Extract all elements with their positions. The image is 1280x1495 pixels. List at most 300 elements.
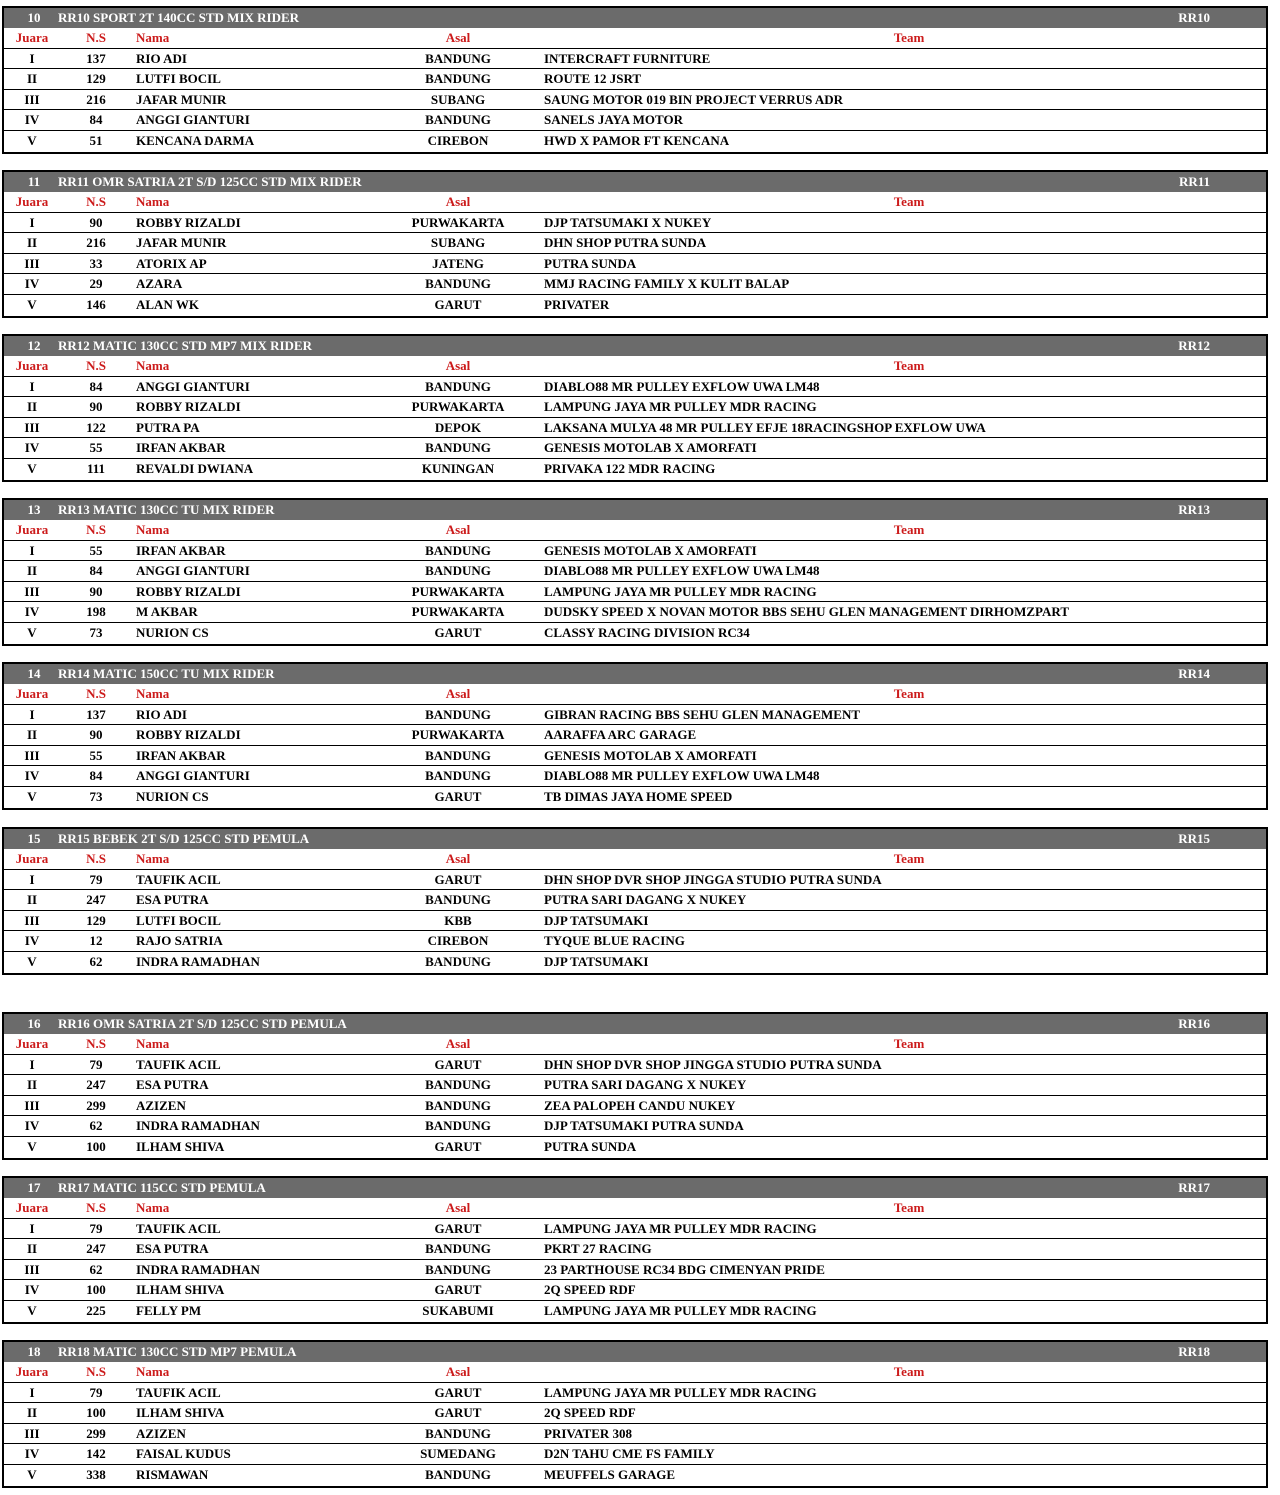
cell-juara: V [27, 460, 37, 476]
cell-asal: BANDUNG [425, 1077, 491, 1093]
column-header-ns: N.S [86, 358, 106, 373]
column-header-juara: Juara [15, 358, 49, 373]
cell-ns: 55 [89, 747, 103, 763]
cell-nama: ANGGI GIANTURI [136, 563, 250, 579]
cell-team: PUTRA SUNDA [544, 255, 637, 271]
cell-asal: GARUT [434, 1220, 482, 1236]
cell-juara: I [29, 706, 35, 722]
class-code: RR14 [1178, 666, 1210, 681]
cell-ns: 62 [89, 1118, 103, 1134]
table-row [4, 623, 1266, 644]
column-header-nama: Nama [136, 1036, 170, 1051]
cell-asal: SUBANG [430, 235, 486, 251]
cell-juara: III [24, 583, 40, 599]
cell-asal: KUNINGAN [421, 460, 495, 476]
cell-team: LAMPUNG JAYA MR PULLEY MDR RACING [544, 1220, 817, 1236]
table-row [4, 90, 1266, 111]
cell-juara: II [26, 1405, 38, 1421]
class-code: RR17 [1178, 1180, 1210, 1195]
cell-ns: 146 [86, 296, 106, 312]
cell-team: TYQUE BLUE RACING [544, 933, 685, 949]
cell-ns: 299 [86, 1425, 106, 1441]
cell-asal: GARUT [434, 788, 482, 804]
class-header [4, 500, 1266, 520]
cell-nama: IRFAN AKBAR [136, 747, 226, 763]
cell-nama: ROBBY RIZALDI [136, 214, 241, 230]
cell-team: D2N TAHU CME FS FAMILY [544, 1446, 715, 1462]
class-code: RR15 [1178, 831, 1210, 846]
column-header-team: Team [893, 686, 925, 701]
table-row [4, 274, 1266, 295]
cell-asal: GARUT [434, 1405, 482, 1421]
column-header-row [4, 684, 1266, 705]
cell-juara: III [24, 255, 40, 271]
class-code: RR13 [1178, 502, 1210, 517]
cell-team: DHN SHOP DVR SHOP JINGGA STUDIO PUTRA SUNDA [544, 1056, 882, 1072]
cell-nama: M AKBAR [136, 604, 198, 620]
cell-team: DIABLO88 MR PULLEY EXFLOW UWA LM48 [544, 378, 820, 394]
table-row [4, 295, 1266, 316]
cell-team: LAMPUNG JAYA MR PULLEY MDR RACING [544, 1384, 817, 1400]
cell-team: PUTRA SARI DAGANG X NUKEY [544, 1077, 747, 1093]
cell-ns: 100 [86, 1138, 106, 1154]
cell-juara: II [26, 399, 38, 415]
cell-juara: V [27, 1302, 37, 1318]
cell-asal: BANDUNG [425, 112, 491, 128]
cell-asal: PURWAKARTA [411, 727, 505, 743]
cell-nama: RAJO SATRIA [136, 933, 223, 949]
column-header-ns: N.S [86, 30, 106, 45]
cell-team: DHN SHOP DVR SHOP JINGGA STUDIO PUTRA SUNDA [544, 871, 882, 887]
cell-nama: FAISAL KUDUS [136, 1446, 231, 1462]
cell-juara: II [26, 235, 38, 251]
cell-juara: I [29, 214, 35, 230]
cell-nama: TAUFIK ACIL [136, 1384, 221, 1400]
column-header-team: Team [893, 1364, 925, 1379]
cell-juara: V [27, 132, 37, 148]
cell-team: PRIVATER [544, 296, 610, 312]
cell-juara: III [24, 1097, 40, 1113]
cell-nama: NURION CS [136, 788, 209, 804]
cell-nama: LUTFI BOCIL [136, 912, 221, 928]
column-header-ns: N.S [86, 194, 106, 209]
cell-juara: V [27, 1138, 37, 1154]
table-row [4, 1075, 1266, 1096]
table-row [4, 725, 1266, 746]
column-header-team: Team [893, 851, 925, 866]
table-row [4, 131, 1266, 152]
cell-nama: PUTRA PA [136, 419, 200, 435]
cell-ns: 79 [89, 871, 103, 887]
class-header [4, 8, 1266, 28]
cell-juara: IV [24, 1446, 40, 1462]
cell-juara: II [26, 71, 38, 87]
cell-team: MEUFFELS GARAGE [544, 1466, 676, 1482]
cell-team: DUDSKY SPEED X NOVAN MOTOR BBS SEHU GLEN MANAGEMENT DIRHOMZPART [544, 604, 1070, 620]
class-title: RR11 OMR SATRIA 2T S/D 125CC STD MIX RIDER [58, 174, 362, 189]
cell-nama: ANGGI GIANTURI [136, 112, 250, 128]
table-row [4, 541, 1266, 562]
cell-ns: 100 [86, 1405, 106, 1421]
cell-asal: BANDUNG [425, 50, 491, 66]
cell-nama: RIO ADI [136, 50, 187, 66]
cell-nama: ESA PUTRA [136, 892, 209, 908]
cell-nama: ILHAM SHIVA [136, 1405, 225, 1421]
cell-nama: INDRA RAMADHAN [136, 1118, 260, 1134]
class-title: RR18 MATIC 130CC STD MP7 PEMULA [58, 1344, 297, 1359]
cell-juara: II [26, 563, 38, 579]
cell-ns: 198 [86, 604, 106, 620]
cell-nama: TAUFIK ACIL [136, 1056, 221, 1072]
cell-nama: ANGGI GIANTURI [136, 378, 250, 394]
cell-asal: JATENG [432, 255, 484, 271]
column-header-asal: Asal [445, 1200, 471, 1215]
class-code: RR18 [1178, 1344, 1210, 1359]
column-header-nama: Nama [136, 358, 170, 373]
cell-juara: II [26, 1077, 38, 1093]
table-row [4, 1116, 1266, 1137]
cell-ns: 29 [89, 276, 103, 292]
cell-ns: 338 [86, 1466, 106, 1482]
class-number: 12 [27, 338, 41, 353]
cell-ns: 100 [86, 1282, 106, 1298]
table-row [4, 1280, 1266, 1301]
cell-team: 23 PARTHOUSE RC34 BDG CIMENYAN PRIDE [544, 1261, 825, 1277]
cell-nama: LUTFI BOCIL [136, 71, 221, 87]
column-header-row [4, 192, 1266, 213]
cell-juara: V [27, 624, 37, 640]
class-title: RR10 SPORT 2T 140CC STD MIX RIDER [58, 10, 300, 25]
class-code: RR10 [1178, 10, 1210, 25]
cell-asal: BANDUNG [425, 378, 491, 394]
cell-juara: IV [24, 933, 40, 949]
class-title: RR16 OMR SATRIA 2T S/D 125CC STD PEMULA [58, 1016, 347, 1031]
cell-nama: RISMAWAN [136, 1466, 209, 1482]
column-header-ns: N.S [86, 1036, 106, 1051]
column-header-nama: Nama [136, 686, 170, 701]
cell-team: PUTRA SUNDA [544, 1138, 637, 1154]
cell-team: PRIVATER 308 [544, 1425, 633, 1441]
cell-nama: ROBBY RIZALDI [136, 727, 241, 743]
cell-ns: 247 [86, 892, 106, 908]
class-header [4, 172, 1266, 192]
column-header-asal: Asal [445, 1364, 471, 1379]
result-table-rr16 [2, 1012, 1268, 1160]
column-header-team: Team [893, 30, 925, 45]
cell-juara: III [24, 1425, 40, 1441]
cell-asal: BANDUNG [425, 563, 491, 579]
cell-nama: INDRA RAMADHAN [136, 953, 260, 969]
column-header-asal: Asal [445, 194, 471, 209]
class-title: RR14 MATIC 150CC TU MIX RIDER [58, 666, 275, 681]
cell-asal: PURWAKARTA [411, 214, 505, 230]
cell-asal: BANDUNG [425, 71, 491, 87]
cell-team: GIBRAN RACING BBS SEHU GLEN MANAGEMENT [544, 706, 861, 722]
result-table-rr17 [2, 1176, 1268, 1324]
cell-team: CLASSY RACING DIVISION RC34 [544, 624, 750, 640]
class-number: 16 [27, 1016, 41, 1031]
cell-nama: INDRA RAMADHAN [136, 1261, 260, 1277]
cell-juara: III [24, 912, 40, 928]
cell-asal: SUKABUMI [422, 1302, 494, 1318]
cell-ns: 79 [89, 1056, 103, 1072]
cell-asal: GARUT [434, 1384, 482, 1400]
cell-team: LAMPUNG JAYA MR PULLEY MDR RACING [544, 399, 817, 415]
class-header [4, 1014, 1266, 1034]
cell-asal: GARUT [434, 1056, 482, 1072]
cell-ns: 90 [89, 727, 103, 743]
result-table-rr14 [2, 662, 1268, 810]
cell-nama: AZIZEN [136, 1097, 186, 1113]
column-header-team: Team [893, 358, 925, 373]
cell-team: ROUTE 12 JSRT [544, 71, 642, 87]
class-title: RR12 MATIC 130CC STD MP7 MIX RIDER [58, 338, 312, 353]
cell-ns: 90 [89, 583, 103, 599]
column-header-juara: Juara [15, 1364, 49, 1379]
cell-juara: III [24, 747, 40, 763]
class-header [4, 336, 1266, 356]
table-row [4, 561, 1266, 582]
cell-team: MMJ RACING FAMILY X KULIT BALAP [544, 276, 790, 292]
cell-ns: 90 [89, 214, 103, 230]
cell-team: DIABLO88 MR PULLEY EXFLOW UWA LM48 [544, 563, 820, 579]
cell-nama: FELLY PM [136, 1302, 202, 1318]
class-code: RR16 [1178, 1016, 1210, 1031]
column-header-ns: N.S [86, 522, 106, 537]
result-table-rr12 [2, 334, 1268, 482]
cell-juara: I [29, 542, 35, 558]
cell-nama: ILHAM SHIVA [136, 1282, 225, 1298]
table-row [4, 418, 1266, 439]
cell-team: ZEA PALOPEH CANDU NUKEY [544, 1097, 736, 1113]
cell-nama: ILHAM SHIVA [136, 1138, 225, 1154]
cell-asal: CIREBON [427, 132, 489, 148]
column-header-asal: Asal [445, 686, 471, 701]
cell-ns: 62 [89, 953, 103, 969]
cell-asal: BANDUNG [425, 1241, 491, 1257]
cell-team: INTERCRAFT FURNITURE [544, 50, 711, 66]
table-row [4, 1096, 1266, 1117]
table-row [4, 438, 1266, 459]
table-row [4, 952, 1266, 973]
table-row [4, 787, 1266, 808]
cell-asal: GARUT [434, 1282, 482, 1298]
column-header-row [4, 520, 1266, 541]
cell-ns: 33 [89, 255, 103, 271]
cell-team: 2Q SPEED RDF [544, 1405, 636, 1421]
table-row [4, 1424, 1266, 1445]
cell-nama: TAUFIK ACIL [136, 1220, 221, 1236]
cell-asal: BANDUNG [425, 1425, 491, 1441]
column-header-row [4, 1034, 1266, 1055]
table-row [4, 1239, 1266, 1260]
cell-nama: JAFAR MUNIR [136, 235, 227, 251]
cell-nama: KENCANA DARMA [136, 132, 255, 148]
cell-asal: BANDUNG [425, 1261, 491, 1277]
class-title: RR17 MATIC 115CC STD PEMULA [58, 1180, 266, 1195]
cell-ns: 225 [86, 1302, 106, 1318]
class-header [4, 1342, 1266, 1362]
column-header-row [4, 1362, 1266, 1383]
column-header-ns: N.S [86, 686, 106, 701]
cell-team: DJP TATSUMAKI PUTRA SUNDA [544, 1118, 744, 1134]
cell-nama: AZIZEN [136, 1425, 186, 1441]
cell-asal: BANDUNG [425, 276, 491, 292]
class-header [4, 829, 1266, 849]
table-row [4, 911, 1266, 932]
class-header [4, 1178, 1266, 1198]
cell-nama: ALAN WK [136, 296, 199, 312]
cell-asal: BANDUNG [425, 1118, 491, 1134]
cell-ns: 55 [89, 542, 103, 558]
table-row [4, 1465, 1266, 1486]
result-table-rr18 [2, 1340, 1268, 1488]
cell-team: 2Q SPEED RDF [544, 1282, 636, 1298]
cell-juara: III [24, 91, 40, 107]
table-row [4, 1219, 1266, 1240]
column-header-nama: Nama [136, 522, 170, 537]
table-row [4, 890, 1266, 911]
table-row [4, 377, 1266, 398]
cell-team: TB DIMAS JAYA HOME SPEED [544, 788, 733, 804]
cell-nama: NURION CS [136, 624, 209, 640]
cell-team: GENESIS MOTOLAB X AMORFATI [544, 440, 757, 456]
cell-nama: ROBBY RIZALDI [136, 399, 241, 415]
cell-asal: BANDUNG [425, 953, 491, 969]
cell-team: LAMPUNG JAYA MR PULLEY MDR RACING [544, 1302, 817, 1318]
table-row [4, 1137, 1266, 1158]
cell-ns: 84 [89, 112, 103, 128]
cell-team: SANELS JAYA MOTOR [544, 112, 683, 128]
column-header-ns: N.S [86, 1364, 106, 1379]
cell-asal: KBB [444, 912, 472, 928]
cell-ns: 247 [86, 1077, 106, 1093]
cell-ns: 216 [86, 91, 106, 107]
result-table-rr13 [2, 498, 1268, 646]
cell-ns: 216 [86, 235, 106, 251]
class-number: 11 [27, 174, 41, 189]
cell-nama: ANGGI GIANTURI [136, 768, 250, 784]
cell-asal: GARUT [434, 871, 482, 887]
cell-asal: GARUT [434, 1138, 482, 1154]
class-code: RR12 [1178, 338, 1210, 353]
cell-team: PRIVAKA 122 MDR RACING [544, 460, 716, 476]
table-row [4, 1403, 1266, 1424]
cell-asal: SUMEDANG [420, 1446, 496, 1462]
column-header-nama: Nama [136, 851, 170, 866]
cell-ns: 51 [89, 132, 103, 148]
cell-team: PKRT 27 RACING [544, 1241, 652, 1257]
class-number: 13 [27, 502, 41, 517]
cell-ns: 79 [89, 1384, 103, 1400]
cell-ns: 142 [86, 1446, 106, 1462]
cell-ns: 73 [89, 788, 103, 804]
cell-team: DJP TATSUMAKI [544, 953, 649, 969]
cell-juara: I [29, 50, 35, 66]
table-row [4, 254, 1266, 275]
cell-ns: 12 [89, 933, 103, 949]
cell-ns: 84 [89, 378, 103, 394]
table-row [4, 766, 1266, 787]
cell-ns: 111 [86, 460, 106, 476]
cell-team: LAMPUNG JAYA MR PULLEY MDR RACING [544, 583, 817, 599]
class-title: RR15 BEBEK 2T S/D 125CC STD PEMULA [58, 831, 310, 846]
cell-asal: PURWAKARTA [411, 583, 505, 599]
cell-asal: DEPOK [434, 419, 482, 435]
column-header-asal: Asal [445, 522, 471, 537]
cell-juara: IV [24, 768, 40, 784]
cell-asal: PURWAKARTA [411, 604, 505, 620]
table-row [4, 49, 1266, 70]
column-header-juara: Juara [15, 194, 49, 209]
cell-juara: IV [24, 604, 40, 620]
cell-juara: I [29, 1384, 35, 1400]
column-header-asal: Asal [445, 1036, 471, 1051]
cell-asal: SUBANG [430, 91, 486, 107]
table-row [4, 213, 1266, 234]
table-row [4, 459, 1266, 480]
cell-ns: 299 [86, 1097, 106, 1113]
column-header-row [4, 28, 1266, 49]
result-table-rr11 [2, 170, 1268, 318]
cell-team: AARAFFA ARC GARAGE [544, 727, 697, 743]
cell-juara: IV [24, 1282, 40, 1298]
cell-ns: 90 [89, 399, 103, 415]
cell-ns: 84 [89, 768, 103, 784]
cell-nama: TAUFIK ACIL [136, 871, 221, 887]
cell-ns: 55 [89, 440, 103, 456]
column-header-nama: Nama [136, 1200, 170, 1215]
cell-nama: REVALDI DWIANA [136, 460, 254, 476]
cell-juara: V [27, 1466, 37, 1482]
cell-juara: II [26, 727, 38, 743]
table-row [4, 602, 1266, 623]
class-number: 17 [27, 1180, 41, 1195]
cell-ns: 247 [86, 1241, 106, 1257]
cell-asal: BANDUNG [425, 892, 491, 908]
cell-ns: 137 [86, 50, 106, 66]
cell-nama: ROBBY RIZALDI [136, 583, 241, 599]
table-row [4, 233, 1266, 254]
cell-juara: I [29, 1220, 35, 1236]
result-table-rr10 [2, 6, 1268, 154]
table-row [4, 1301, 1266, 1322]
column-header-row [4, 356, 1266, 377]
column-header-team: Team [893, 522, 925, 537]
cell-nama: ATORIX AP [136, 255, 207, 271]
cell-juara: IV [24, 276, 40, 292]
table-row [4, 397, 1266, 418]
cell-juara: II [26, 892, 38, 908]
cell-asal: BANDUNG [425, 542, 491, 558]
table-row [4, 705, 1266, 726]
cell-asal: CIREBON [427, 933, 489, 949]
cell-asal: BANDUNG [425, 1097, 491, 1113]
cell-nama: RIO ADI [136, 706, 187, 722]
class-number: 14 [27, 666, 41, 681]
cell-team: GENESIS MOTOLAB X AMORFATI [544, 747, 757, 763]
cell-team: DJP TATSUMAKI X NUKEY [544, 214, 712, 230]
column-header-ns: N.S [86, 851, 106, 866]
cell-juara: IV [24, 1118, 40, 1134]
column-header-nama: Nama [136, 194, 170, 209]
table-row [4, 931, 1266, 952]
cell-asal: BANDUNG [425, 747, 491, 763]
table-row [4, 582, 1266, 603]
column-header-juara: Juara [15, 30, 49, 45]
cell-asal: BANDUNG [425, 440, 491, 456]
cell-ns: 122 [86, 419, 106, 435]
